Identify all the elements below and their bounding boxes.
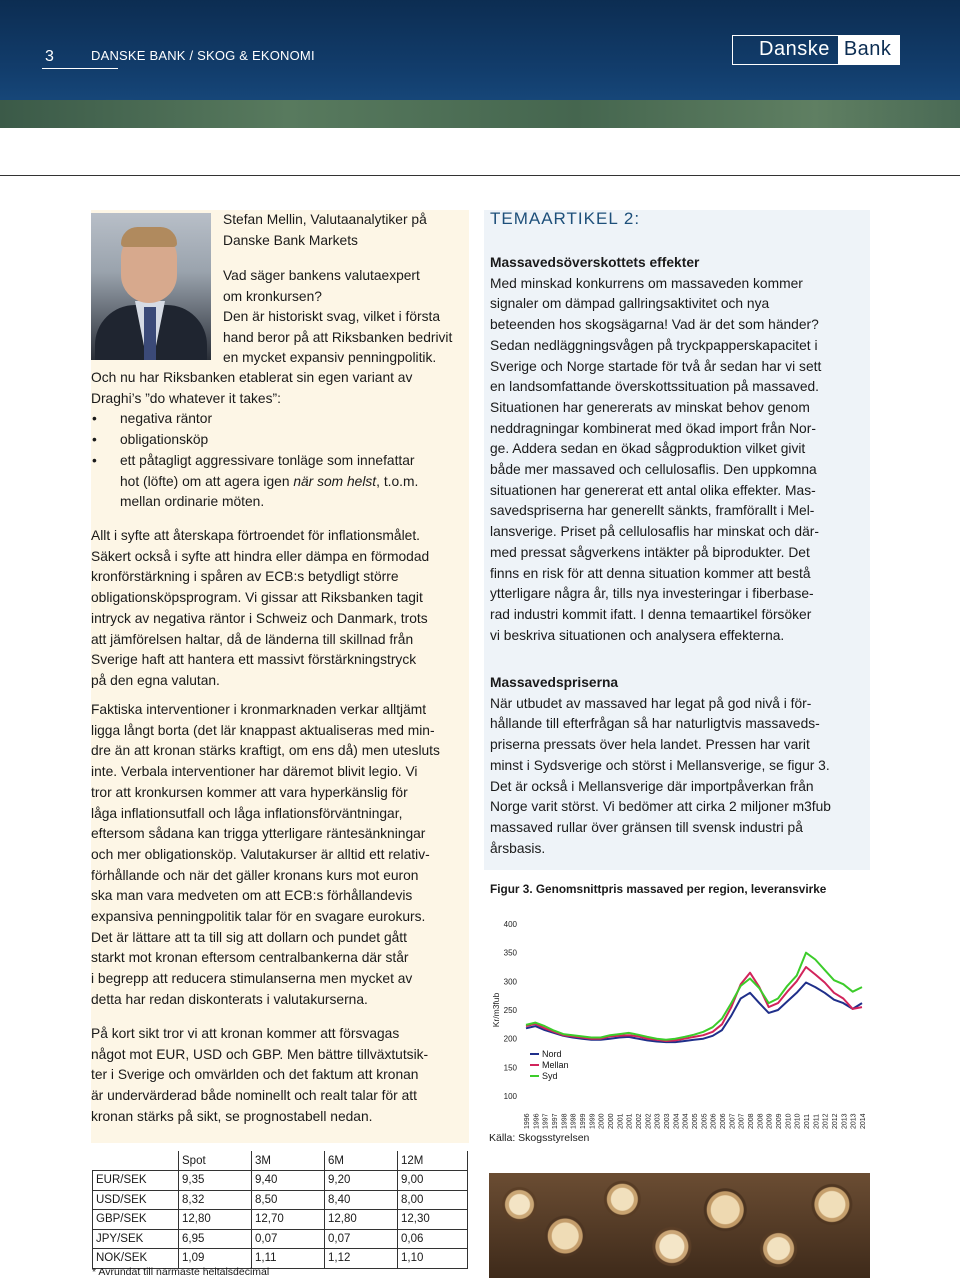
text-line: årsbasis. <box>490 840 546 856</box>
series-line-syd <box>526 953 862 1040</box>
y-tick-label: 400 <box>503 920 517 929</box>
text-line: detta har redan diskonterats i valutakurserna. <box>91 991 368 1007</box>
text-line: Sedan nedläggningsvågen på tryckpapperskapacitet i <box>490 337 818 353</box>
table-header-row <box>93 1151 468 1171</box>
bullet-continuation: mellan ordinarie möten. <box>120 494 265 510</box>
table-header-blank <box>93 1151 179 1171</box>
x-tick-label: 2000 <box>608 1113 615 1129</box>
byline-name: Stefan Mellin <box>223 212 303 227</box>
text-line: att jämförelsen haltar, då de länderna till skillnad från <box>91 631 414 647</box>
text-line: Sverige och Norge startade för två år sedan har vi sett <box>490 358 822 374</box>
table-cell: 8,40 <box>325 1190 398 1210</box>
text-line: priserna pressats över hela landet. Pressen har varit <box>490 737 810 753</box>
text-line: situationen har genererat ett antal olika effekter. Mas- <box>490 482 816 498</box>
text-line: tror att kronkursen kommer att vara hyperkänslig för <box>91 784 408 800</box>
text-line: med pressat sågverkens intäkter på biprodukter. Det <box>490 544 810 560</box>
text-line: både mer massaved och cellulosaflis. Den uppkomna <box>490 462 817 478</box>
table-row <box>93 1210 468 1230</box>
fx-forecast-table <box>92 1151 468 1269</box>
text-line: Med minskad konkurrens om massaveden kommer <box>490 275 803 291</box>
table-cell: 1,11 <box>252 1249 325 1269</box>
table-cell: 8,00 <box>398 1190 468 1210</box>
paragraph-3 <box>91 700 440 1011</box>
table-footnote: * Avrundat till närmaste heltalsdecimal <box>92 1266 270 1278</box>
text-line: hållande till efterfrågan så har naturligtvis massaveds- <box>490 716 820 732</box>
x-tick-label: 2005 <box>692 1113 699 1129</box>
text-line: Situationen har genererats av minskat behov genom <box>490 399 810 415</box>
text-line: något mot EUR, USD och GBP. Men bättre tillväxtutsik- <box>91 1046 429 1062</box>
header-title: DANSKE BANK / SKOG & EKONOMI <box>91 48 315 63</box>
bullet-text: ett påtagligt aggressivare tonläge som innefattar <box>120 452 415 468</box>
y-tick-label: 300 <box>503 977 517 987</box>
text-line: är undervärderad både nominellt och realt talar för att <box>91 1088 417 1104</box>
legend-label: Nord <box>542 1049 562 1059</box>
table-cell: 12,30 <box>398 1210 468 1230</box>
table-cell: 1,09 <box>179 1249 252 1269</box>
x-tick-label: 2007 <box>738 1113 746 1129</box>
x-tick-label: 2014 <box>860 1113 867 1129</box>
text-line: Det är lättare att ta till sig att dollarn och pundet gått <box>91 929 407 945</box>
y-tick-label: 350 <box>503 948 517 958</box>
table-row <box>93 1190 468 1210</box>
text-line: och mer obligationsköp. Valutakurser är alltid ett relativ- <box>91 846 430 862</box>
text-line: Norge varit störst. Vi bedömer att cirka 2 miljoner m3fub <box>490 799 831 815</box>
text-line: neddragningar kombinerat med ökad import från Nor- <box>490 420 816 436</box>
y-tick-label: 200 <box>503 1034 517 1044</box>
byline-line2: Danske Bank Markets <box>223 232 358 248</box>
author-photo <box>91 213 211 360</box>
table-row <box>93 1229 468 1249</box>
x-tick-label: 2013 <box>850 1113 858 1129</box>
x-tick-label: 2007 <box>729 1113 737 1129</box>
text-line: Och nu har Riksbanken etablerat sin egen variant av <box>91 370 413 385</box>
y-tick-label: 100 <box>503 1092 517 1101</box>
text-line: förhållande och när det gäller kronans kurs mot euron <box>91 867 419 883</box>
section-divider <box>0 175 960 176</box>
log-pile-photo <box>489 1173 870 1278</box>
text-line: hand beror på att Riksbanken bedrivit <box>223 329 453 345</box>
x-tick-label: 2003 <box>664 1113 671 1129</box>
table-cell: 0,07 <box>325 1229 398 1249</box>
text-line: eftersom sådana kan trigga ytterligare räntesänkningar <box>91 826 426 842</box>
x-tick-label: 1999 <box>589 1113 597 1129</box>
logo-danske: Danske <box>759 38 830 60</box>
table-cell-pair: EUR/SEK <box>93 1171 179 1191</box>
table-cell: 1,10 <box>398 1249 468 1269</box>
question-heading <box>223 266 420 307</box>
text-line: savedspriserna har generellt sänkts, framförallt i Mel- <box>490 503 815 519</box>
section-1 <box>490 253 821 646</box>
section-heading: Massavedspriserna <box>490 675 619 690</box>
table-cell: 8,50 <box>252 1190 325 1210</box>
table-cell: 9,00 <box>398 1171 468 1191</box>
y-tick-label: 150 <box>503 1063 517 1073</box>
text-line: starkt mot kronan eftersom centralbankerna där står <box>91 950 409 966</box>
text-line: dre än att kronan stärks kraftigt, om ens då) men utesluts <box>91 743 440 759</box>
text-line: ligga långt borta (det lär knappast aktualiseras med min- <box>91 722 435 738</box>
table-header: 6M <box>325 1151 398 1171</box>
text-line: obligationsköpsprogram. Vi gissar att Riksbanken tagit <box>91 590 423 606</box>
text-line: vi beskriva situationen och analysera effekterna. <box>490 627 785 643</box>
table-cell: 8,32 <box>179 1190 252 1210</box>
table-cell: 0,06 <box>398 1229 468 1249</box>
text-line: inte. Verbala interventioner har däremot blivit legio. Vi <box>91 764 418 780</box>
x-tick-label: 2010 <box>785 1113 793 1129</box>
table-cell: 12,80 <box>179 1210 252 1230</box>
paragraph-4 <box>91 1024 428 1128</box>
text-line: ge. Addera sedan en ökad sågproduktion vilket givit <box>490 441 806 457</box>
table-cell-pair: NOK/SEK <box>93 1249 179 1269</box>
x-tick-label: 2008 <box>748 1113 755 1129</box>
x-tick-label: 1999 <box>580 1113 587 1129</box>
italic-text: när som helst <box>293 473 377 489</box>
table-cell: 12,80 <box>325 1210 398 1230</box>
x-tick-label: 2006 <box>710 1113 718 1129</box>
page-number: 3 <box>45 48 54 65</box>
paragraph-2 <box>91 526 429 692</box>
text-line: låga inflationsutfall och låga inflationsförväntningar, <box>91 805 403 821</box>
bullet-item: • negativa räntor <box>91 409 418 430</box>
text-line: i begrepp att reducera stimulanserna men mycket av <box>91 971 413 987</box>
series-line-nord <box>526 983 862 1043</box>
table-header: 12M <box>398 1151 468 1171</box>
table-row <box>93 1171 468 1191</box>
table-cell: 9,40 <box>252 1171 325 1191</box>
text-line: finns en risk för att denna situation kommer att bestå <box>490 565 811 581</box>
x-tick-label: 1998 <box>570 1113 578 1129</box>
table-cell: 0,07 <box>252 1229 325 1249</box>
x-tick-label: 2012 <box>822 1113 830 1129</box>
text-line: På kort sikt tror vi att kronan kommer att försvagas <box>91 1026 400 1041</box>
x-tick-label: 1997 <box>552 1113 559 1129</box>
x-tick-label: 2001 <box>626 1113 634 1129</box>
x-tick-label: 2002 <box>636 1113 643 1129</box>
text-line: intryck av negativa räntor i Schweiz och Danmark, trots <box>91 610 428 626</box>
x-tick-label: 2000 <box>598 1113 606 1129</box>
bullet-item <box>91 451 418 472</box>
page-number-underline <box>42 68 118 69</box>
y-tick-label: 250 <box>503 1006 517 1015</box>
figure-title: Figur 3. Genomsnittpris massaved per region, leveransvirke <box>490 882 827 896</box>
x-tick-label: 2009 <box>766 1113 774 1129</box>
text-line: Den är historiskt svag, vilket i första <box>223 309 440 324</box>
byline <box>223 210 427 251</box>
x-tick-label: 2009 <box>776 1113 783 1129</box>
x-tick-label: 1996 <box>524 1113 531 1129</box>
table-header: 3M <box>252 1151 325 1171</box>
text-line: Det är också i Mellansverige där importpåverkan från <box>490 778 814 794</box>
text-line: beteenden hos skogsägarna! Vad är det som händer? <box>490 317 819 333</box>
byline-role: , Valutaanalytiker på <box>302 212 427 227</box>
text-line: minst i Sydsverige och störst i Mellansverige, se figur 3. <box>490 757 830 773</box>
question-line: om kronkursen? <box>223 288 322 304</box>
danske-bank-logo <box>732 35 900 65</box>
x-tick-label: 2005 <box>701 1113 709 1129</box>
section-2 <box>490 673 831 859</box>
text-line: När utbudet av massaved har legat på god nivå i för- <box>490 695 812 711</box>
x-tick-label: 2001 <box>617 1113 625 1129</box>
y-axis-label: Kr/m3fub <box>491 992 501 1028</box>
text-line: rad industri kommit ifatt. I denna temaartikel försöker <box>490 606 812 622</box>
section-heading: Massavedsöverskottets effekter <box>490 255 700 270</box>
x-tick-label: 2002 <box>645 1113 653 1129</box>
text-line: Sverige haft att hantera ett massivt förstärkningstryck <box>91 652 417 668</box>
table-cell: 1,12 <box>325 1249 398 1269</box>
text-line: kronan stärks på sikt, se prognostabell nedan. <box>91 1108 373 1124</box>
question-line: Vad säger bankens valutaexpert <box>223 268 420 283</box>
x-tick-label: 2004 <box>682 1113 690 1129</box>
table-cell: 9,20 <box>325 1171 398 1191</box>
text-line: massaved rullar över gränsen till svensk industri på <box>490 819 803 835</box>
text-line: Allt i syfte att återskapa förtroendet för inflationsmålet. <box>91 528 420 543</box>
price-line-chart <box>486 908 870 1130</box>
table-header: Spot <box>179 1151 252 1171</box>
text-line: Draghi’s ”do whatever it takes”: <box>91 390 281 406</box>
figure-source: Källa: Skogsstyrelsen <box>489 1132 590 1144</box>
bullet-continuation: hot (löfte) om att agera igen när som helst, t.o.m. <box>120 473 419 489</box>
x-tick-label: 2011 <box>804 1113 811 1129</box>
table-cell-pair: JPY/SEK <box>93 1229 179 1249</box>
x-tick-label: 2013 <box>841 1113 849 1129</box>
table-cell-pair: USD/SEK <box>93 1190 179 1210</box>
legend-label: Mellan <box>542 1060 569 1070</box>
text-line: ska man vara medveten om att ECB:s förhållandevis <box>91 888 413 904</box>
text-line: lansverige. Priset på cellulosaflis har minskat och där- <box>490 524 819 540</box>
text-line: en mycket expansiv penningpolitik. <box>223 350 437 366</box>
x-tick-label: 2003 <box>654 1113 662 1129</box>
text-line: ter i Sverige och omvärlden och det faktum att kronan <box>91 1067 419 1083</box>
text-line: expansiva penningpolitik talar för en svagare eurokurs. <box>91 909 426 925</box>
x-tick-label: 2008 <box>757 1113 765 1129</box>
x-tick-label: 1997 <box>542 1113 550 1129</box>
table-cell-pair: GBP/SEK <box>93 1210 179 1230</box>
text-line: på den egna valutan. <box>91 672 220 688</box>
bullet-item: • obligationsköp <box>91 430 418 451</box>
text-line: signaler om dämpad gallringsaktivitet och nya <box>490 296 770 312</box>
x-tick-label: 2012 <box>832 1113 839 1129</box>
table-cell: 9,35 <box>179 1171 252 1191</box>
x-tick-label: 2011 <box>813 1113 821 1129</box>
text-line: ytterligare några år, tills nya investeringar i fiberbase- <box>490 586 814 602</box>
legend-label: Syd <box>542 1071 558 1081</box>
text-line: Säkert också i syfte att hindra eller dämpa en förmodad <box>91 548 430 564</box>
text-line: kronförstärkning i spåren av ECB:s betydligt större <box>91 569 399 585</box>
table-cell: 12,70 <box>252 1210 325 1230</box>
x-tick-label: 2010 <box>794 1113 802 1129</box>
logo-bank: Bank <box>838 36 900 64</box>
theme-article-title: TEMAARTIKEL 2: <box>490 209 641 228</box>
x-tick-label: 2004 <box>673 1113 681 1129</box>
x-tick-label: 2006 <box>720 1113 727 1129</box>
x-tick-label: 1998 <box>561 1113 569 1129</box>
text-line: Faktiska interventioner i kronmarknaden verkar alltjämt <box>91 702 427 717</box>
text-line: en landsomfattande överskottssituation på massaved. <box>490 379 820 395</box>
table-cell: 6,95 <box>179 1229 252 1249</box>
x-tick-label: 1996 <box>533 1113 541 1129</box>
intro-text <box>223 307 452 369</box>
bullet-list <box>91 409 418 471</box>
paragraph-1 <box>91 368 418 513</box>
series-line-mellan <box>526 967 862 1041</box>
